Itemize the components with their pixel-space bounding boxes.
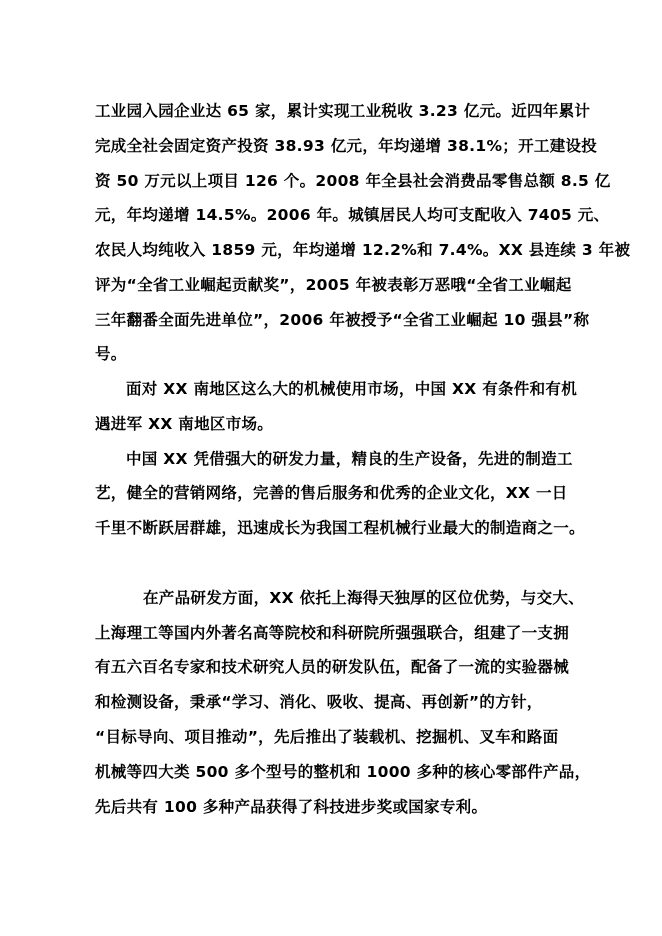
paragraph-1-line-1: 工业园入园企业达 65 家，累计实现工业税收 3.23 亿元。近四年累计	[95, 102, 591, 120]
paragraph-4-line-2: 上海理工等国内外著名高等院校和科研院所强强联合，组建了一支拥	[95, 624, 570, 642]
paragraph-1-line-5: 农民人均纯收入 1859 元，年均递增 12.2%和 7.4%。XX 县连续 3 年被	[95, 241, 631, 259]
paragraph-3-line-2: 艺，健全的营销网络，完善的售后服务和优秀的企业文化，XX 一日	[95, 484, 568, 502]
paragraph-4-line-6: 机械等四大类 500 多个型号的整机和 1000 多种的核心零部件产品，	[95, 763, 591, 781]
paragraph-1-line-3: 资 50 万元以上项目 126 个。2008 年全县社会消费品零售总额 8.5 亿	[95, 172, 611, 190]
paragraph-1-line-6: 评为“全省工业崛起贡献奖”，2005 年被表彰万恶哦“全省工业崛起	[95, 276, 572, 294]
paragraph-2-line-2: 遇进军 XX 南地区市场。	[95, 415, 274, 433]
paragraph-1-line-4: 元，年均递增 14.5%。2006 年。城镇居民人均可支配收入 7405 元、	[95, 206, 610, 224]
paragraph-1-line-8: 号。	[95, 345, 127, 363]
paragraph-3-line-1: 中国 XX 凭借强大的研发力量，精良的生产设备，先进的制造工	[126, 450, 573, 468]
paragraph-3-line-3: 千里不断跃居群雄，迅速成长为我国工程机械行业最大的制造商之一。	[95, 519, 585, 537]
paragraph-1-line-2: 完成全社会固定资产投资 38.93 亿元，年均递增 38.1%；开工建设投	[95, 137, 598, 155]
paragraph-1-line-7: 三年翻番全面先进单位”，2006 年被授予“全省工业崛起 10 强县”称	[95, 311, 590, 329]
paragraph-4-line-7: 先后共有 100 多种产品获得了科技进步奖或国家专利。	[95, 798, 488, 816]
paragraph-4-line-5: “目标导向、项目推动”，先后推出了装载机、挖掘机、叉车和路面	[95, 728, 559, 746]
paragraph-4-line-4: 和检测设备，秉承“学习、消化、吸收、提高、再创新”的方针，	[95, 693, 543, 711]
paragraph-4-line-3: 有五六百名专家和技术研究人员的研发队伍，配备了一流的实验器械	[95, 658, 570, 676]
paragraph-2-line-1: 面对 XX 南地区这么大的机械使用市场，中国 XX 有条件和有机	[126, 380, 577, 398]
paragraph-4-line-1: 在产品研发方面，XX 依托上海得天独厚的区位优势，与交大、	[143, 589, 584, 607]
